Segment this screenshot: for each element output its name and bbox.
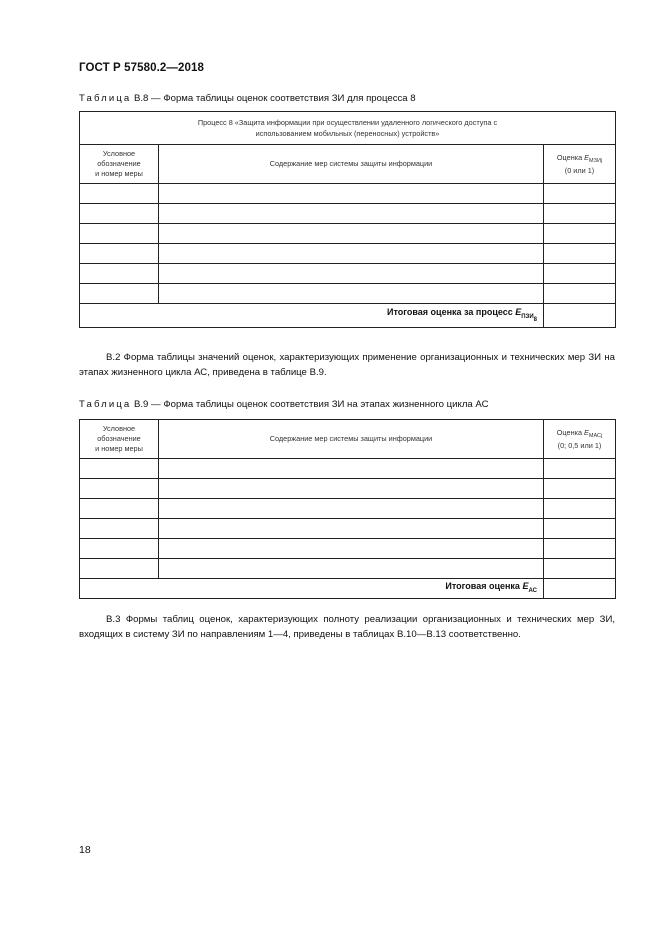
table-b9-caption-prefix: Таблица: [79, 399, 132, 410]
table-row: [80, 264, 616, 284]
table-row: [80, 479, 616, 499]
table-b8-total-value: [544, 304, 616, 328]
table-b9-col-rating: Оценка $E_{МАСj}$ (0; 0,5 или 1): [544, 420, 616, 459]
paragraph-b3: В.3 Формы таблиц оценок, характеризующих полноту реализации организационных и технических мер ЗИ, входящих в систему ЗИ по направлениям 1—4, приведены в таблицах В.10—В.13 соответственно.: [79, 614, 615, 640]
table-b8: [79, 111, 616, 328]
table-b9-caption-text: В.9 — Форма таблицы оценок соответствия ЗИ на этапах жизненного цикла АС: [131, 399, 489, 410]
table-row: [80, 539, 616, 559]
table-b9-col-measure-id: Условное обозначение и номер меры: [80, 420, 159, 459]
document-code: ГОСТ Р 57580.2—2018: [79, 62, 204, 74]
table-row: [80, 519, 616, 539]
table-b8-process-header: [80, 112, 616, 145]
table-b8-caption-prefix: Таблица: [79, 93, 132, 104]
table-b8-col-measure-id: Условное обозначение и номер меры: [80, 145, 159, 184]
table-b9-total-label: Итоговая оценка $E_{АС}$: [80, 579, 544, 599]
paragraph-b2: В.2 Форма таблицы значений оценок, характеризующих применение организационных и технических мер ЗИ на этапах жизненного цикла АС, приведена в таблице В.9.: [79, 352, 615, 378]
table-row: [80, 184, 616, 204]
table-row: [80, 204, 616, 224]
table-b8-col-content: Содержание мер системы защиты информации: [159, 145, 544, 184]
table-b8-process-line1: Процесс 8 «Защита информации при осуществлении удаленного логического доступа с: [197, 118, 498, 127]
table-b9-caption: [79, 399, 489, 410]
table-b8-total-label: Итоговая оценка за процесс $E_{ПЗИ_8}$: [80, 304, 544, 328]
table-b8-caption: [79, 93, 416, 104]
table-b9-col-content: Содержание мер системы защиты информации: [159, 420, 544, 459]
table-b9: [79, 419, 616, 599]
table-row: [80, 559, 616, 579]
table-row: [80, 499, 616, 519]
table-row: [80, 284, 616, 304]
table-b9-total-value: [544, 579, 616, 599]
table-b8-col-rating: Оценка $E_{МЗИj}$ (0 или 1): [544, 145, 616, 184]
table-row: [80, 244, 616, 264]
table-b8-caption-text: В.8 — Форма таблицы оценок соответствия ЗИ для процесса 8: [131, 93, 416, 104]
table-b8-process-line2: использованием мобильных (переносных) устройств»: [255, 129, 440, 138]
table-row: [80, 459, 616, 479]
table-row: [80, 224, 616, 244]
page-number: 18: [79, 844, 91, 856]
